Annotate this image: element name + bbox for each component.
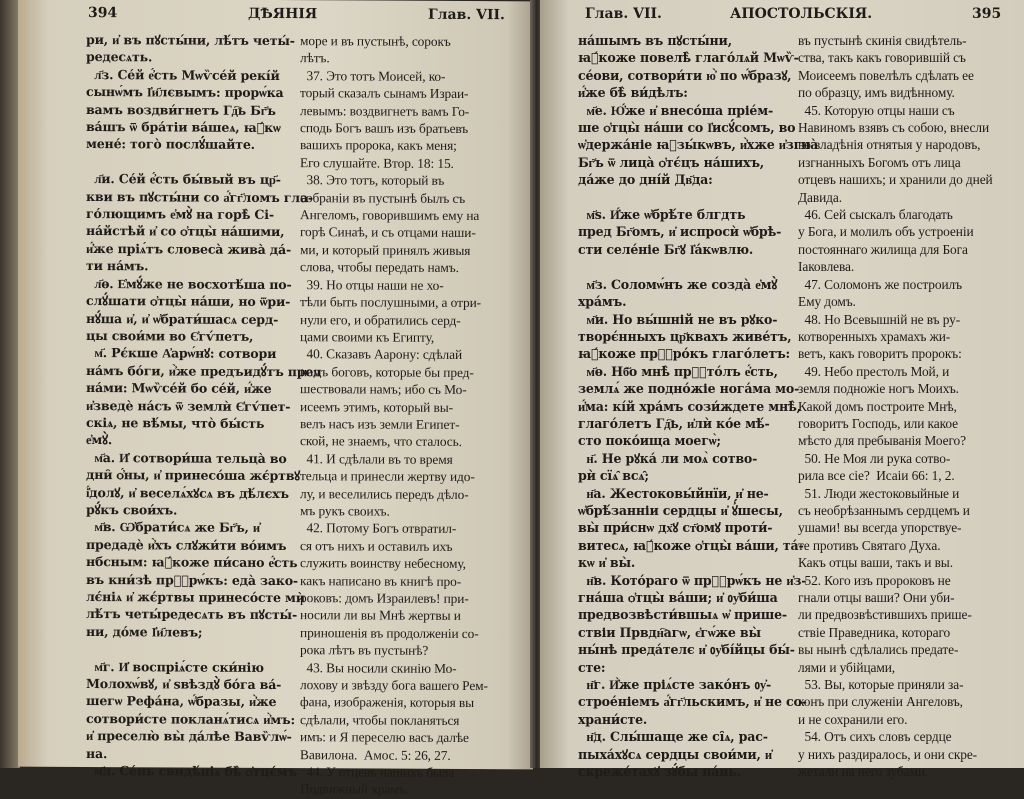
left-page	[18, 0, 533, 798]
running-title: ДѢЯНІЯ	[248, 5, 318, 23]
slavonic-text-column: на́шымъ въ пꙋсты́ни, ꙗ҆́коже повелѣ̀ глаго́лѧй Мѡѷ- се́ови, сотвори́ти ю҆̀ по ѡ҆́бразꙋ, и҆́же бѣ̀ ви́дѣлъ: м҃е. Ю҆́же и҆ внесо́ша пріе́м- ше ѻ҆тцы̀ на́ши со І҆исꙋ́сомъ, во ѡ҆держа́ніе ꙗ҆зы́кѡвъ, и҆̀хже и҆згна̀ Бг҃ъ ѿ лица̀ ѻ҆тє́цъ на́шихъ, да́же до дні́й Дв҃да: м҃ѕ. И҆́же ѡ҆брѣ́те блгдть пред Бг҃омъ, и҆ испросѝ ѡ҆брѣ- сти селе́ніе Бг҃ꙋ І҆а́кѡвлю. м҃з. Соломѡ́нъ же созда̀ е҆мꙋ̀ хра́мъ. м҃и. Но вы́шній не въ рꙋко- творє́нныхъ цр҃квахъ живе́тъ, ꙗ҆́коже прⷪ҇ро́къ глаго́летъ: м҃ѳ. Нб҃о мнѣ̀ прⷭ҇то́лъ е҆́сть, землѧ́ же подно́жіе нога́ма мо- и҆́ма: кі́й хра́мъ сози́ждете мнѣ̀, глаго́летъ Гд҇ь, и҆лѝ ко́е мѣ́- сто поко́ища моегѡ̀; н҃. Не рꙋка́ ли моѧ̀ сотво- рѝ сїѧ̑ всѧ̑; н҃а. Жестоковы́йнїи, и҆ не- ѡ҆брѣ́занніи сердцы и҆ ꙋ҆́шесы, вы̀ при́снѡ дх҃ꙋ ст҃омꙋ проти́- витесѧ, ꙗ҆́коже ѻ҆тцы̀ ва́ши, та́- кѡ и҆ вы̀. н҃в. Кото́раго ѿ прⷪ҇рѡ́къ не и҆з- гна́ша ѻ҆тцы̀ ва́ши; и҆ ᲂу҆би́ша предвозвѣсти́вшыѧ ѡ҆ прише- ствіи Првдн҇агѡ, є҆гѡ́же вы̀ ны́нѣ преда́телє и҆ ᲂу҆бі́йцы бы́- сте: н҃г. И҆̀же пріѧ́сте зако́нъ ᲂу҆- строе́ніемъ а҆́гг҃льскимъ, и҆ не со- храни́сте. н҃д. Слы́шаще же сі̑ѧ, рас- пыха́хꙋсѧ сердцы свои́ми, и҆ скреже́тахꙋ зꙋ́бы на́нь.	[578, 33, 819, 780]
page-number: 394	[88, 5, 118, 22]
chapter-label: Глав. VII.	[585, 6, 662, 22]
russian-text-column: въ пустынѣ скинія свидѣтель- ства, такъ какъ говорившій съ Моисеемъ повелѣлъ сдѣлать ее по образцу, имъ видѣнному. 45. Которую отцы наши съ Навиномъ взявъ съ собою, внесли во владѣнія отнятыя у народовъ, изгнанныхъ Богомъ отъ лица отцевъ нашихъ; и хранили до дней Давида. 46. Сей сыскалъ благодать у Бога, и молилъ объ устроеніи постояннаго жилища для Бога Іаковлева. 47. Соломонъ же построилъ Ему домъ. 48. Но Всевышній не въ ру- котворенныхъ храмахъ жи- ветъ, какъ говоритъ пророкъ: 49. Небо престолъ Мой, и земля подножіе ногъ Моихъ. Какой домъ построите Мнѣ, говоритъ Господь, или какое мѣсто для пребыванія Моего? 50. Не Моя ли рука сотво- рила все сіе? Исаіи 66: 1, 2. 51. Люди жестоковыйные и съ необрѣзаннымъ сердцемъ и ушами! вы всегда упорствуе- те противъ Святаго Духа. Какъ отцы ваши, такъ и вы. 52. Кого изъ пророковъ не гнали отцы ваши? Они уби- ли предвозвѣстившихъ прише- ствіе Праведника, котораго вы нынѣ сдѣлались предате- лями и убійцами, 53. Вы, которые приняли за- конъ при служеніи Ангеловъ, и не сохранили его. 54. Отъ сихъ словъ сердце у нихъ раздиралось, и они скре- жетали на него зубами.	[798, 33, 993, 780]
chapter-label: Глав. VII.	[428, 6, 505, 24]
running-title: АПОСТОЛЬСКІЯ.	[730, 6, 873, 22]
slavonic-text-column: ри, и҆ въ пꙋсты́ни, лѣ́тъ четы́- редесѧть. л҃з. Се́й е҆́сть Мѡѷсе́й рекі́й сынѡ́мъ І҆и҃лєвымъ: прорѡ́ка вамъ воздви́гнетъ Гд҇ь Бг҃ъ ва́шъ ѿ бра́тіи ва́шеѧ, ꙗ҆́кѡ мене́: того̀ послꙋ́шайте. л҃и. Се́й е҆́сть бы́вый въ цр҃- кви въ пꙋсты́ни со а҆́гг҃ломъ гла- го́лющимъ е҆мꙋ̀ на горѣ̀ Сі- на́йстѣй и҆ со ѻ҆тцы̀ на́шими, и҆́же пріѧ́тъ словеса̀ жива̀ да́- ти на́мъ. л҃ѳ. Е҆мꙋ́же не восхотѣ́ша по- слꙋ́шати ѻ҆тцы̀ на́ши, но ѿри- нꙋ́ша и҆, и҆ ѡ҆брати́шасѧ серд- цы свои́ми во Є҆гѵ́петъ, м҃. Рє́кше А҆арѡ́нꙋ: сотвори на́мъ бо́ги, и҆̀же предъидꙋ́тъ пред на́ми: Мѡѷсе́й бо се́й, и҆́же и҆зведѐ на́съ ѿ землѝ Є҆гѵ́пет- скіѧ, не вѣ́мы, что̀ бы́сть е҆мꙋ̀. м҃а. И҆ сотвори́ша тельца̀ во дни̑ ѻ҆́ны, и҆ принесо́ша жє́ртвꙋ і҆́долꙋ, и҆ веселѧ́хꙋсѧ въ дѣ́лєхъ рꙋ́къ свои́хъ. м҃в. Ѡ҆брати́сѧ же Бг҃ъ, и҆ предадѐ и҆̀хъ слꙋжи́ти во́имъ нбсным: ꙗ҆́коже пи́сано е҆́сть въ кни́зѣ прⷪ҇рѡ́къ: еда̀ зако- лє́ніѧ и҆ жє́ртвы принесо́сте мѝ лѣ́тъ четы́редесѧть въ пꙋсты́- ни, до́ме І҆и҃левъ; м҃г. И҆ воспріѧ́сте ски́нію Молохѡ́вꙋ, и҆ ѕвѣздꙋ̀ бо́га ва́- шегѡ Рефа́на, ѡ҆́бразы, и҆̀же сотвори́сте покланѧ́тисѧ и҆̀мъ: и҆ преселю̀ вы̀ да́лѣе Вавѷлѡ́- на. м҃д. Се́нь свидѣ́ніѧ бѣ̀ ѻ҆тцє́мъ	[86, 32, 322, 780]
russian-text-column: море и въ пустынѣ, сорокъ лѣтъ. 37. Это тотъ Моисей, ко- торый сказалъ сынамъ Израи- левымъ: воздвигнетъ вамъ Го- сподь Богъ вашъ изъ братьевъ вашихъ пророка, какъ меня; Его слушайте. Втор. 18: 15. 38. Это тотъ, который въ собраніи въ пустынѣ былъ съ Ангеломъ, говорившимъ ему на горѣ Синаѣ, и съ отцами наши- ми, и который принялъ живыя слова, чтобы передать намъ. 39. Но отцы наши не хо- тѣли быть послушными, а отри- нули его, и обратились серд- цами своими къ Египту, 40. Сказавъ Аарону: сдѣлай намъ боговъ, которые бы пред- шествовали намъ; ибо съ Мо- исеемъ этимъ, который вы- велъ насъ изъ земли Египет- ской, не знаемъ, что сталось. 41. И сдѣлали въ то время тельца и принесли жертву идо- лу, и веселились передъ дѣло- мъ рукъ своихъ. 42. Потому Богъ отвратил- ся отъ нихъ и оставилъ ихъ служить воинству небесному, какъ написано въ книгѣ про- роковъ: домъ Израилевъ! при- носили ли вы Мнѣ жертвы и приношенія въ продолженіи со- рока лѣтъ въ пустынѣ? 43. Вы носили скинію Мо- лохову и звѣзду бога вашего Рем- фана, изображенія, которыя вы сдѣлали, чтобы покланяться имъ: и Я переселю васъ далѣе Вавилона. Амос. 5: 26, 27. 44. У отцевъ нашихъ была Подвижный храмъ.	[300, 33, 488, 798]
page-number: 395	[972, 6, 1002, 22]
right-page	[540, 0, 1024, 780]
book-edge	[0, 0, 20, 768]
